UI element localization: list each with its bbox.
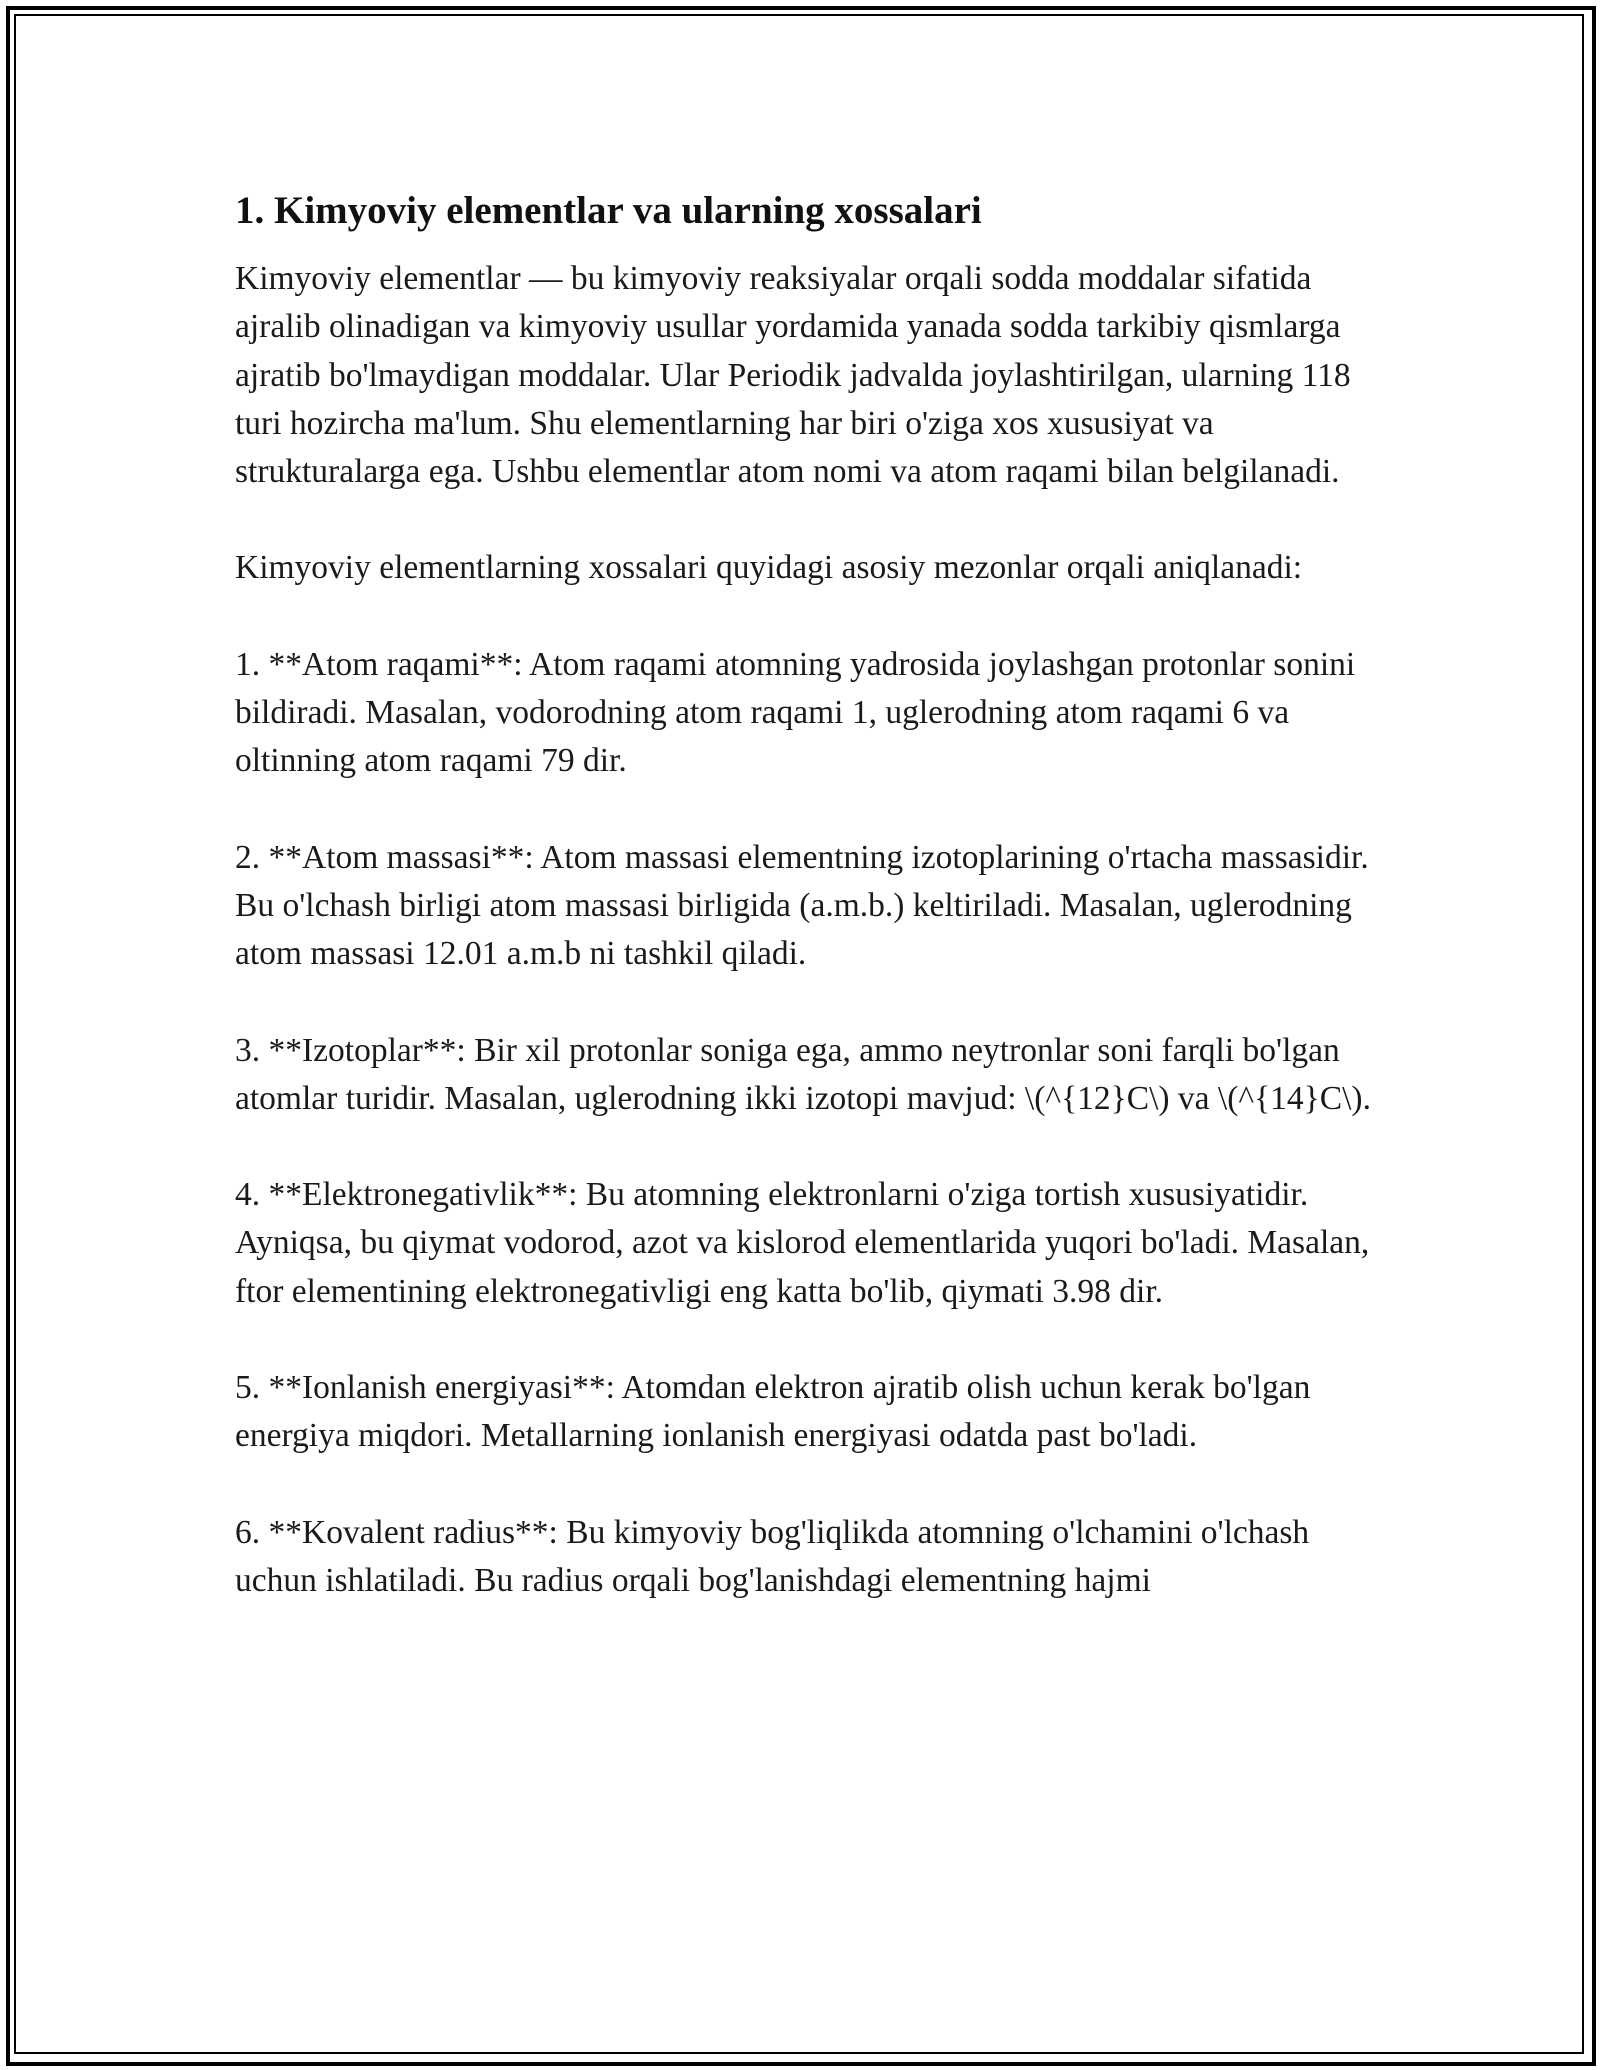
criteria-intro-paragraph: Kimyoviy elementlarning xossalari quyidagi asosiy mezonlar orqali aniqlanadi: [235,549,1303,587]
section-title: 1. Kimyoviy elementlar va ularning xossalari [235,189,982,232]
list-item-atom-number: 1. **Atom raqami**: Atom raqami atomning yadrosida joylashgan protonlar sonini bildiradi. Masalan, vodorodning atom raqami 1, uglerodning atom raqami 6 va oltinning atom raqami 79 dir. [235,645,1356,780]
document-body [235,185,1385,1653]
list-item-isotopes: 3. **Izotoplar**: Bir xil protonlar soniga ega, ammo neytronlar soni farqli bo'lgan atomlar turidir. Masalan, uglerodning ikki izotopi mavjud: \(^{12}C\) va \(^{14}C\). [235,1031,1371,1117]
intro-paragraph: Kimyoviy elementlar — bu kimyoviy reaksiyalar orqali sodda moddalar sifatida ajralib olinadigan va kimyoviy usullar yordamida yanada sodda tarkibiy qismlarga ajratib bo'lmaydigan moddalar. Ular Periodik jadvalda joylashtirilgan, ularning 118 turi hozircha ma'lum. Shu elementlarning har biri o'ziga xos xususiyat va strukturalarga ega. Ushbu elementlar atom nomi va atom raqami bilan belgilanadi. [235,260,1351,491]
list-item-atom-mass: 2. **Atom massasi**: Atom massasi elementning izotoplarining o'rtacha massasidir. Bu o'lchash birligi atom massasi birligida (a.m.b.) keltiriladi. Masalan, uglerodning atom massasi 12.01 a.m.b ni tashkil qiladi. [235,838,1369,973]
list-item-covalent-radius: 6. **Kovalent radius**: Bu kimyoviy bog'liqlikda atomning o'lchamini o'lchash uchun ishlatiladi. Bu radius orqali bog'lanishdagi elementning hajmi [235,1513,1310,1599]
list-item-ionization-energy: 5. **Ionlanish energiyasi**: Atomdan elektron ajratib olish uchun kerak bo'lgan energiya miqdori. Metallarning ionlanish energiyasi odatda past bo'ladi. [235,1369,1311,1455]
list-item-electronegativity: 4. **Elektronegativlik**: Bu atomning elektronlarni o'ziga tortish xususiyatidir. Ayniqsa, bu qiymat vodorod, azot va kislorod elementlarida yuqori bo'ladi. Masalan, ftor elementining elektronegativligi eng katta bo'lib, qiymati 3.98 dir. [235,1176,1370,1310]
